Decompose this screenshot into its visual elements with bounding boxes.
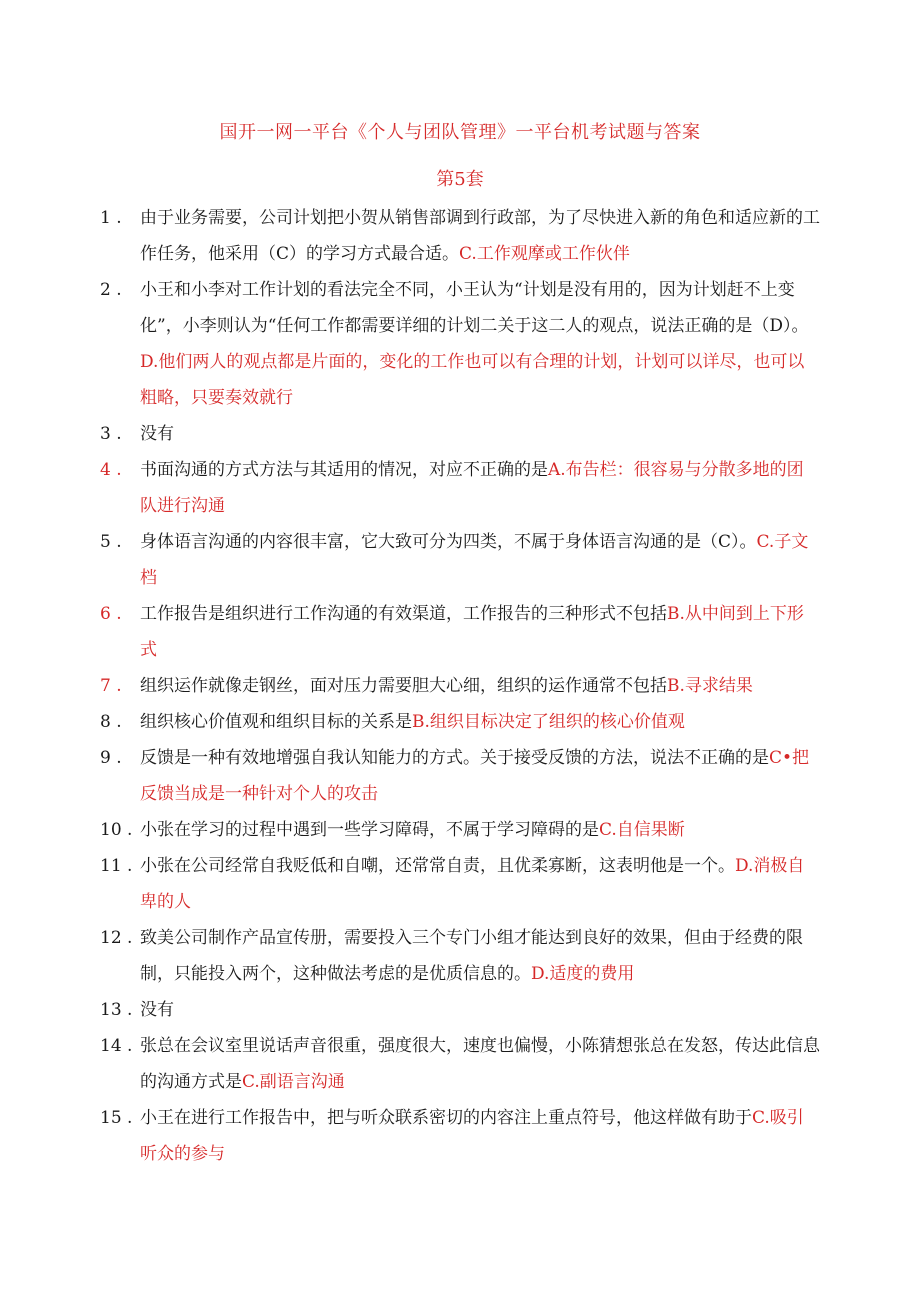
question-item xyxy=(100,200,820,272)
question-number: 14 . xyxy=(100,1036,133,1056)
question-text: 小张在学习的过程中遇到一些学习障碍，不属于学习障碍的是 xyxy=(140,820,599,840)
question-number: 9 . xyxy=(100,748,122,768)
question-item xyxy=(100,920,820,992)
question-text: 工作报告是组织进行工作沟通的有效渠道，工作报告的三种形式不包括 xyxy=(140,604,667,624)
question-number: 12 . xyxy=(100,928,133,948)
question-number: 1 . xyxy=(100,208,122,228)
question-text: 书面沟通的方式方法与其适用的情况，对应不正确的是 xyxy=(140,460,548,480)
question-text: 小王和小李对工作计划的看法完全不同，小王认为“计划是没有用的，因为计划赶不上变化”，小李则认为“任何工作都需要详细的计划二关于这二人的观点，说法正确的是（D）。 xyxy=(140,280,809,336)
question-number: 5 . xyxy=(100,532,122,552)
question-item xyxy=(100,272,820,416)
question-number: 11 . xyxy=(100,856,133,876)
question-text: 由于业务需要，公司计划把小贺从销售部调到行政部，为了尽快进入新的角色和适应新的工作任务，他采用（C）的学习方式最合适。 xyxy=(140,208,820,264)
question-item xyxy=(100,1028,820,1100)
answer-text: C.工作观摩或工作伙伴 xyxy=(459,244,630,264)
question-number: 6 . xyxy=(100,604,122,624)
answer-text: D.消极自卑的人 xyxy=(140,856,805,912)
question-text: 没有 xyxy=(140,1000,174,1020)
question-number: 4 . xyxy=(100,460,122,480)
question-text: 张总在会议室里说话声音很重，强度很大，速度也偏慢，小陈猜想张总在发怒，传达此信息的沟通方式是 xyxy=(140,1036,820,1092)
question-item xyxy=(100,1100,820,1172)
page-title: 国开一网一平台《个人与团队管理》一平台机考试题与答案 xyxy=(219,122,701,143)
question-text: 组织运作就像走钢丝，面对压力需要胆大心细，组织的运作通常不包括 xyxy=(140,676,667,696)
question-number: 2 . xyxy=(100,280,122,300)
answer-text: B.组织目标决定了组织的核心价值观 xyxy=(412,712,685,732)
question-item xyxy=(100,992,820,1028)
answer-text: C•把反馈当成是一种针对个人的攻击 xyxy=(140,748,810,804)
question-item xyxy=(100,596,820,668)
question-text: 身体语言沟通的内容很丰富，它大致可分为四类，不属于身体语言沟通的是（C）。 xyxy=(140,532,757,552)
answer-text: B.寻求结果 xyxy=(667,676,753,696)
question-text: 反馈是一种有效地增强自我认知能力的方式。关于接受反馈的方法，说法不正确的是 xyxy=(140,748,769,768)
question-text: 小张在公司经常自我贬低和自嘲，还常常自责，且优柔寡断，这表明他是一个。 xyxy=(140,856,735,876)
question-item xyxy=(100,704,820,740)
question-text: 致美公司制作产品宣传册，需要投入三个专门小组才能达到良好的效果，但由于经费的限制，只能投入两个，这种做法考虑的是优质信息的。 xyxy=(140,928,803,984)
question-item xyxy=(100,668,820,704)
question-number: 8 . xyxy=(100,712,122,732)
question-text: 没有 xyxy=(140,424,174,444)
question-item xyxy=(100,524,820,596)
question-item xyxy=(100,848,820,920)
answer-text: A.布告栏：很容易与分散多地的团队进行沟通 xyxy=(140,460,804,516)
set-label: 第5套 xyxy=(436,169,484,190)
question-number: 13 . xyxy=(100,1000,133,1020)
answer-text: B.从中间到上下形式 xyxy=(140,604,804,660)
answer-text: D.适度的费用 xyxy=(531,964,635,984)
question-text: 组织核心价值观和组织目标的关系是 xyxy=(140,712,412,732)
question-text: 小王在进行工作报告中，把与听众联系密切的内容注上重点符号，他这样做有助于 xyxy=(140,1108,752,1128)
answer-text: D.他们两人的观点都是片面的，变化的工作也可以有合理的计划，计划可以详尽，也可以粗略，只要奏效就行 xyxy=(140,352,805,408)
question-item xyxy=(100,812,820,848)
answer-text: C.副语言沟通 xyxy=(242,1072,345,1092)
question-number: 7 . xyxy=(100,676,122,696)
answer-text: C.自信果断 xyxy=(599,820,685,840)
question-number: 10 . xyxy=(100,820,133,840)
question-list xyxy=(100,200,820,1172)
question-number: 15 . xyxy=(100,1108,133,1128)
question-item xyxy=(100,740,820,812)
answer-text: C.子文档 xyxy=(140,532,809,588)
question-item xyxy=(100,416,820,452)
answer-text: C.吸引听众的参与 xyxy=(140,1108,804,1164)
question-number: 3 . xyxy=(100,424,122,444)
question-item xyxy=(100,452,820,524)
